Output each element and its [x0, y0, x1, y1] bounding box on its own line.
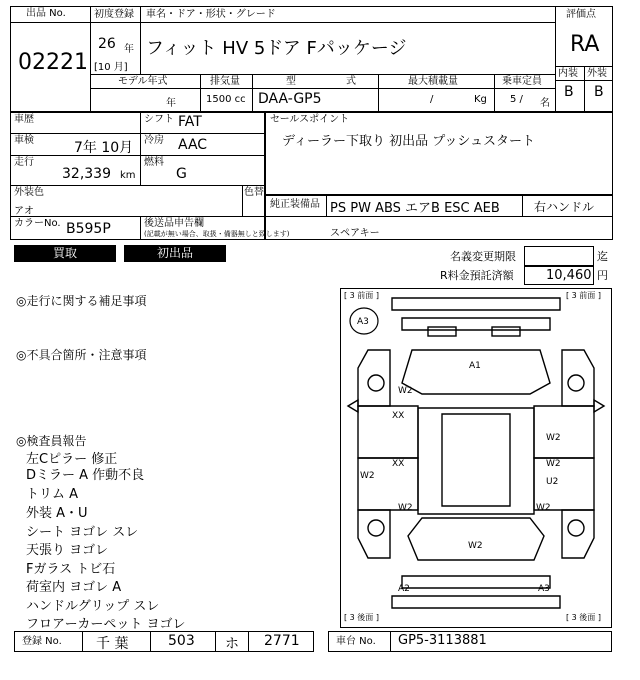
mark-a3-front: A3: [357, 317, 369, 327]
name-change-label: 名義変更期限: [450, 250, 516, 263]
car-diagram: [340, 288, 612, 628]
mark-xx-front-door: XX: [392, 411, 405, 421]
reg-kana: ホ: [225, 636, 239, 652]
reg-label: 登録 No.: [22, 636, 62, 647]
type-label-2: 式: [346, 76, 356, 87]
mileage-value: 32,339: [62, 166, 111, 182]
report-line: 荷室内 ヨゴレ A: [26, 580, 122, 595]
doc-label: 後送品申告欄: [144, 218, 204, 229]
report-line: シート ヨゴレ スレ: [26, 525, 139, 540]
model-year-label: モデル年式: [118, 76, 168, 87]
first-reg-year: 26: [98, 36, 116, 52]
first-reg-label: 初度登録: [94, 9, 134, 20]
divider: [215, 631, 216, 652]
divider: [140, 112, 141, 185]
displacement-label: 排気量: [210, 76, 240, 87]
purchase-badge: 買取: [14, 245, 116, 262]
lot-label: 出品 No.: [26, 8, 66, 19]
first-reg-month: [10 月]: [94, 62, 128, 73]
interior-label: 内装: [558, 68, 578, 79]
divider: [90, 22, 555, 23]
lot-number: 02221: [18, 50, 88, 75]
report-line: Dミラー A 作動不良: [26, 468, 145, 483]
equipment-label: 純正装備品: [270, 199, 320, 210]
sales-point-label: セールスポイント: [270, 114, 350, 125]
ac-value: AAC: [178, 137, 208, 153]
mark-u2-right-rear-door: U2: [546, 477, 559, 487]
divider: [555, 80, 613, 81]
ac-label: 冷房: [144, 135, 164, 146]
sales-point-text: ディーラー下取り 初出品 プッシュスタート: [282, 134, 536, 149]
equipment-value: PS PW ABS エアB ESC AEB: [330, 201, 500, 216]
report-line: ハンドルグリップ スレ: [26, 599, 160, 614]
max-load-unit: Kg: [474, 94, 487, 105]
report-line: トリム A: [26, 487, 79, 502]
divider: [90, 74, 555, 75]
ext-color-value: アオ: [14, 206, 34, 217]
divider: [150, 631, 151, 652]
defects-label: ◎不具合箇所・注意事項: [16, 348, 147, 362]
mark-xx-rear-door: XX: [392, 459, 405, 469]
type-value: DAA-GP5: [258, 91, 322, 107]
divider: [378, 74, 379, 112]
mark-a2-rear-bumper: A2: [398, 584, 410, 594]
reg-class: 503: [168, 633, 195, 649]
overall-score: RA: [570, 32, 600, 57]
score-label: 評価点: [566, 9, 596, 20]
divider: [10, 185, 265, 186]
name-change-suffix: 迄: [597, 250, 608, 263]
chassis-number: GP5-3113881: [398, 633, 487, 648]
shift-label: シフト: [144, 114, 174, 125]
name-change-box: [524, 246, 594, 266]
max-load-label: 最大積載量: [408, 76, 458, 87]
mileage-label: 走行: [14, 157, 34, 168]
handle-value: 右ハンドル: [534, 200, 595, 214]
displacement-value: 1500 cc: [206, 94, 246, 105]
mark-w2-right-front-door: W2: [546, 433, 561, 443]
report-line: 天張り ヨゴレ: [26, 543, 109, 558]
mark-a3-rear-bumper: A3: [538, 584, 550, 594]
divider: [242, 185, 243, 216]
corner-front-right: [ 3 前面 ]: [566, 291, 601, 300]
fuel-label: 燃料: [144, 157, 164, 168]
mark-w2-left-side: W2: [360, 471, 375, 481]
recycle-amount: 10,460: [546, 268, 592, 283]
inspection-label: 車検: [14, 135, 34, 146]
divider: [82, 631, 83, 652]
color-no-label: カラーNo.: [14, 218, 61, 229]
doc-note: (記載が無い場合、取扱・備器無しと致します): [144, 230, 290, 238]
capacity-label: 乗車定員: [502, 76, 542, 87]
divider: [390, 631, 391, 652]
report-line: フロアーカーペット ヨゴレ: [26, 617, 186, 632]
driving-notes-label: ◎走行に関する補足事項: [16, 294, 147, 308]
mark-a1-hood: A1: [469, 361, 481, 371]
mark-w2-right-rear-fender: W2: [536, 503, 551, 513]
interior-grade: B: [564, 84, 574, 100]
corner-rear-left: [ 3 後面 ]: [344, 613, 379, 622]
max-load-slash: /: [430, 94, 434, 105]
report-line: 外装 A・U: [26, 506, 88, 521]
capacity-value: 5 /: [510, 94, 523, 105]
history-label: 車歴: [14, 114, 34, 125]
mark-w2-right-rear-door: W2: [546, 459, 561, 469]
color-no-value: B595P: [66, 221, 111, 237]
model-name: フィット HV 5ドア Fパッケージ: [146, 38, 407, 59]
recycle-unit: 円: [597, 269, 608, 282]
capacity-unit: 名: [540, 98, 550, 109]
exterior-label: 外装: [587, 68, 607, 79]
divider: [522, 195, 523, 216]
spare-key: スペアキー: [330, 228, 380, 239]
divider: [248, 631, 249, 652]
divider: [200, 74, 201, 112]
color-change-label: 色替: [244, 187, 264, 198]
model-year-unit: 年: [166, 98, 176, 109]
fuel-value: G: [176, 166, 187, 182]
report-line: Fガラス トビ石: [26, 562, 116, 577]
divider: [90, 88, 555, 89]
divider: [252, 74, 253, 112]
divider: [10, 22, 90, 23]
recycle-label: R料金預託済額: [440, 269, 514, 282]
report-line: 左Cピラー 修正: [26, 452, 118, 467]
divider: [555, 6, 556, 112]
corner-front-left: [ 3 前面 ]: [344, 291, 379, 300]
mark-w2-hatch: W2: [468, 541, 483, 551]
chassis-label: 車台 No.: [336, 636, 376, 647]
type-label: 型: [286, 76, 296, 87]
divider: [494, 74, 495, 112]
inspector-label: ◎検査員報告: [16, 434, 87, 448]
reg-number: 2771: [264, 633, 300, 649]
year-unit: 年: [124, 44, 134, 55]
divider: [265, 216, 613, 217]
corner-rear-right: [ 3 後面 ]: [566, 613, 601, 622]
mark-w2-front-fender: W2: [398, 386, 413, 396]
divider: [584, 66, 585, 112]
shift-value: FAT: [178, 114, 202, 130]
divider: [10, 133, 265, 134]
model-label: 車名・ドア・形状・グレード: [146, 9, 276, 20]
divider: [140, 216, 141, 240]
exterior-grade: B: [594, 84, 604, 100]
mileage-unit: km: [120, 170, 136, 181]
mark-w2-left-rear-fender: W2: [398, 503, 413, 513]
divider: [140, 6, 141, 74]
divider: [10, 155, 265, 156]
inspection-value: 7年 10月: [74, 140, 134, 156]
divider: [10, 216, 265, 217]
first-listing-badge: 初出品: [124, 245, 226, 262]
divider: [326, 195, 327, 216]
ext-color-label: 外装色: [14, 187, 44, 198]
reg-region: 千 葉: [96, 636, 129, 652]
